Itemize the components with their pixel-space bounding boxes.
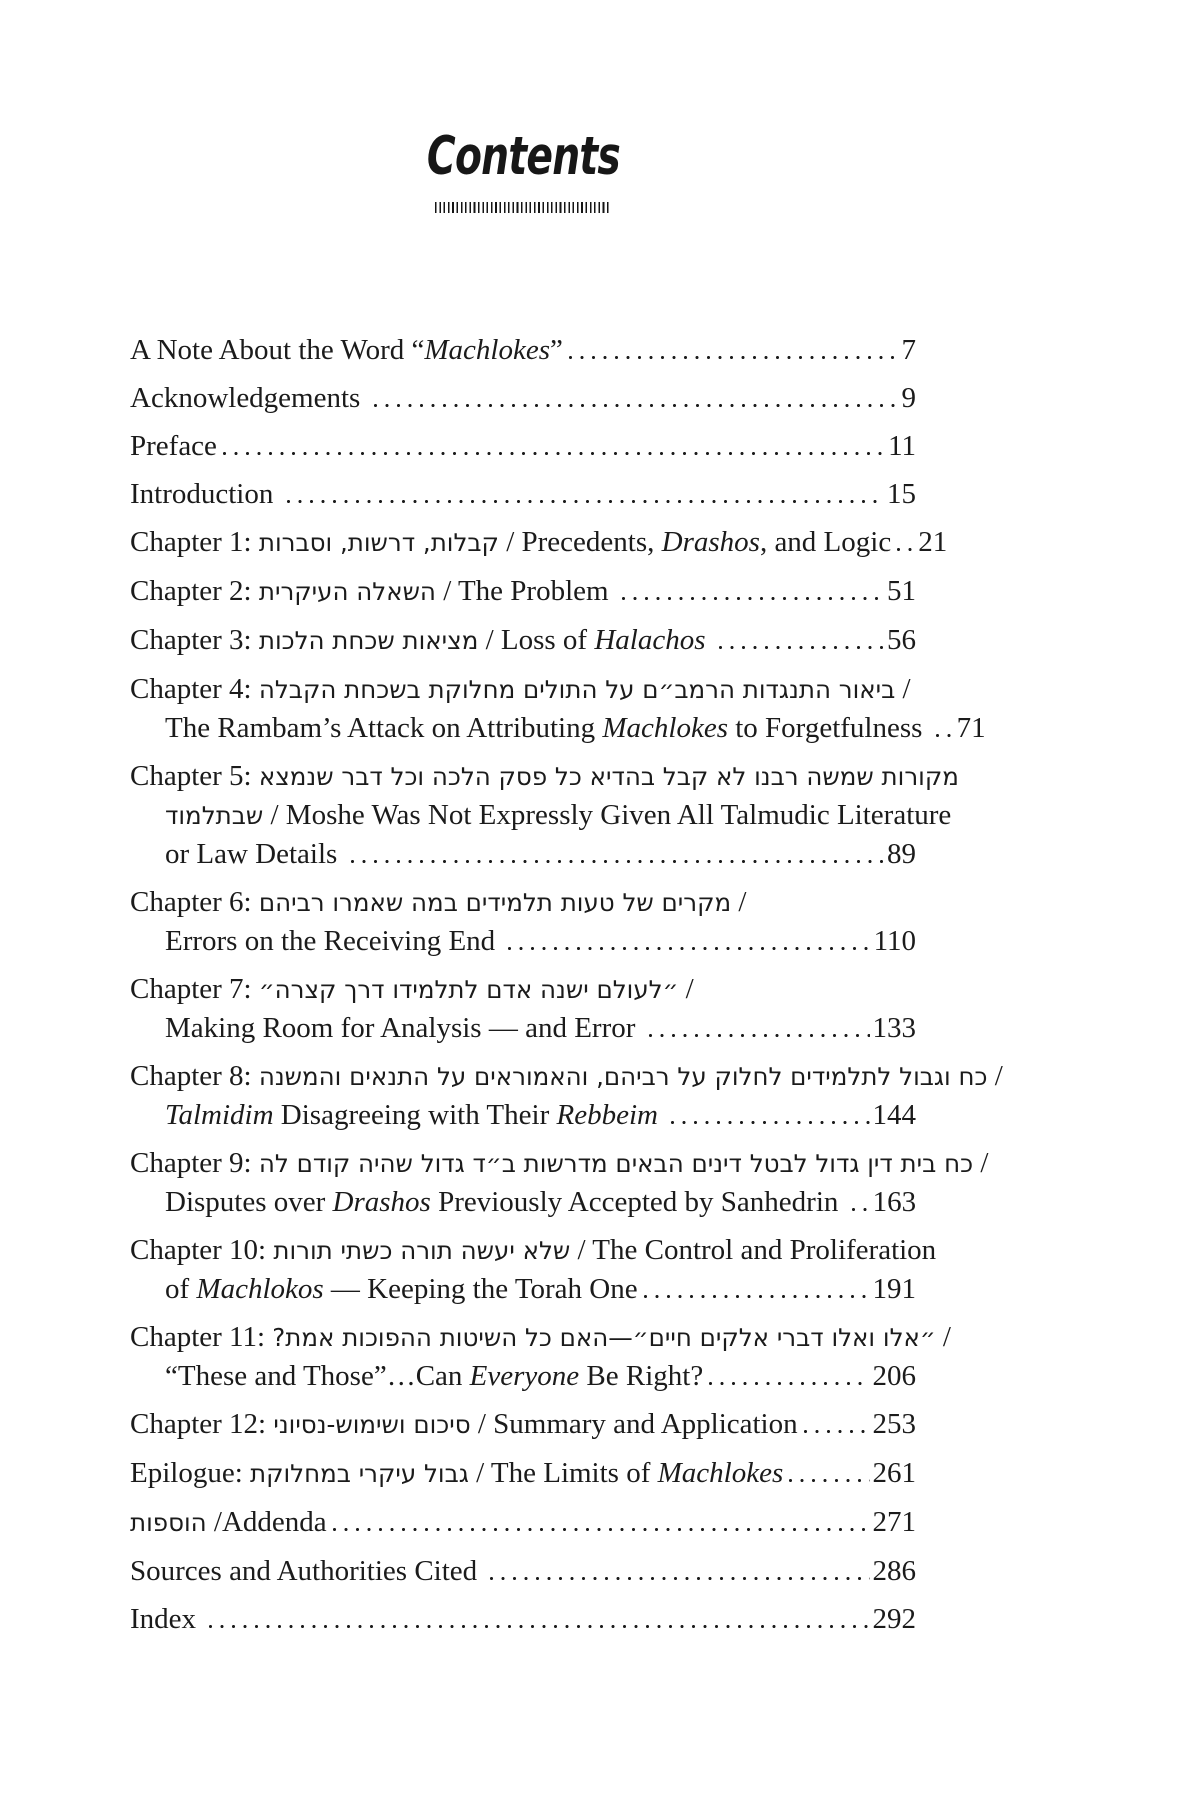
toc-entry — [130, 523, 948, 562]
dot-leader — [351, 860, 884, 863]
toc-entry-text: Chapter 6: — [130, 886, 259, 918]
toc-entry-text: / — [895, 673, 911, 705]
toc-list — [130, 331, 1003, 1638]
page-number: 71 — [956, 712, 986, 744]
toc-entry-text: Disagreeing with Their — [273, 1099, 557, 1131]
toc-entry-text: Introduction — [130, 478, 281, 510]
toc-entry-text: Everyone — [469, 1360, 580, 1392]
toc-hebrew-text: מציאות שכחת הלכות — [258, 626, 479, 655]
page-title — [130, 0, 916, 187]
toc-line — [130, 835, 916, 873]
toc-hebrew-text: ״אלו ואלו דברי אלקים חיים״—האם כל השיטות ההפוכות אמת? — [272, 1323, 936, 1352]
toc-line — [130, 1357, 916, 1395]
toc-entry-text: / Summary and Application — [470, 1408, 798, 1440]
toc-line — [130, 1183, 916, 1221]
toc-entry-text: / Loss of — [478, 624, 595, 656]
toc-line — [130, 1503, 916, 1542]
toc-hebrew-text: מקרים של טעות תלמידים במה שאמרו רביהם — [258, 888, 732, 917]
page-number: 51 — [887, 575, 916, 607]
toc-entry — [130, 427, 916, 465]
toc-entry-text: / — [987, 1060, 1003, 1092]
toc-line — [130, 523, 948, 562]
toc-entry-text: / Moshe Was Not Expressly Given All Talmudic Literature — [263, 799, 952, 831]
toc-entry — [130, 1552, 916, 1590]
toc-line — [130, 1454, 916, 1493]
toc-line — [130, 379, 916, 417]
dot-leader — [209, 1625, 869, 1628]
toc-entry — [130, 379, 916, 417]
toc-hebrew-text: סיכום ושימוש-נסיוני — [273, 1410, 471, 1439]
toc-line — [130, 572, 916, 611]
toc-line — [130, 1600, 916, 1638]
page-number: 11 — [888, 430, 916, 462]
dot-leader — [719, 646, 884, 649]
toc-hebrew-text: שבתלמוד — [165, 801, 264, 830]
toc-entry-text: or Law Details — [165, 838, 345, 870]
toc-entry-text: / The Limits of — [468, 1457, 658, 1489]
toc-line — [130, 970, 916, 1009]
toc-entry-text: Machlokos — [196, 1273, 324, 1305]
toc-entry-text: Chapter 2: — [130, 575, 259, 607]
toc-entry-text: Chapter 9: — [130, 1147, 259, 1179]
dot-leader — [852, 1208, 870, 1211]
toc-line — [130, 796, 952, 835]
toc-hebrew-text: ביאור התנגדות הרמב״ם על התולים מחלוקת בשכחת הקבלה — [258, 675, 896, 704]
dot-leader — [649, 1034, 870, 1037]
toc-entry — [130, 1454, 916, 1493]
toc-hebrew-text: השאלה העיקרית — [258, 577, 436, 606]
page-number: 271 — [872, 1506, 916, 1538]
toc-entry-text: / The Problem — [435, 575, 616, 607]
toc-hebrew-text: ״לעולם ישנה אדם לתלמידו דרך קצרה״ — [258, 975, 679, 1004]
page-number: 144 — [872, 1099, 916, 1131]
page-content — [130, 0, 1003, 1638]
page-number: 89 — [887, 838, 916, 870]
toc-entry-text: / — [731, 886, 747, 918]
toc-entry-text: Drashos — [332, 1186, 431, 1218]
dot-leader — [644, 1295, 870, 1298]
page-number: 261 — [872, 1457, 916, 1489]
toc-hebrew-text: גבול עיקרי במחלוקת — [250, 1459, 469, 1488]
dot-leader — [897, 548, 915, 551]
dot-leader — [622, 597, 884, 600]
toc-entry-text: Rebbeim — [556, 1099, 658, 1131]
page-number: 163 — [872, 1186, 917, 1218]
toc-entry-text: Chapter 8: — [130, 1060, 259, 1092]
toc-entry-text: Chapter 1: — [130, 526, 259, 558]
toc-entry-text: Chapter 10: — [130, 1234, 274, 1266]
toc-entry-text: of — [165, 1273, 197, 1305]
toc-entry-text: Chapter 4: — [130, 673, 259, 705]
toc-entry-text: Chapter 3: — [130, 624, 259, 656]
toc-entry — [130, 1600, 916, 1638]
dot-leader — [333, 1528, 870, 1531]
toc-line — [130, 1096, 916, 1134]
toc-entry-text: ” — [549, 334, 563, 366]
toc-entry — [130, 1231, 937, 1308]
toc-entry-text: Preface — [130, 430, 217, 462]
toc-entry — [130, 970, 916, 1047]
toc-entry — [130, 1057, 1003, 1134]
dot-leader — [223, 452, 885, 455]
toc-entry-text: / Precedents, — [498, 526, 662, 558]
toc-line — [130, 1057, 1003, 1096]
toc-entry-text: Chapter 12: — [130, 1408, 274, 1440]
toc-hebrew-text: כח בית דין גדול לבטל דינים הבאים מדרשות ב״ד גדול שהיה קודם לה — [258, 1149, 974, 1178]
page-number: 7 — [901, 334, 916, 366]
toc-line — [130, 331, 916, 369]
page-number: 110 — [873, 925, 916, 957]
toc-entry-text — [658, 1096, 665, 1134]
toc-line — [130, 670, 916, 709]
toc-entry-text: Acknowledgements — [130, 382, 368, 414]
toc-entry-text: Drashos — [661, 526, 760, 558]
toc-entry — [130, 331, 916, 369]
page-number: 206 — [872, 1360, 916, 1392]
toc-entry-text: / — [973, 1147, 989, 1179]
page-number: 15 — [887, 478, 916, 510]
toc-entry-text — [706, 621, 713, 659]
toc-line — [130, 757, 959, 796]
page-number: 286 — [872, 1555, 916, 1587]
toc-line — [130, 922, 916, 960]
dot-leader — [490, 1577, 869, 1580]
toc-entry — [130, 670, 986, 747]
toc-entry-text: Talmidim — [165, 1099, 274, 1131]
page-number: 133 — [872, 1012, 916, 1044]
dot-leader — [936, 734, 954, 737]
toc-entry-text: Epilogue: — [130, 1457, 251, 1489]
toc-entry-text: A Note About the Word “ — [130, 334, 425, 366]
toc-entry — [130, 572, 916, 611]
toc-entry-text: Errors on the Receiving End — [165, 925, 503, 957]
toc-entry-text: “These and Those”…Can — [165, 1360, 470, 1392]
toc-line — [130, 709, 986, 747]
toc-line — [130, 1552, 916, 1590]
toc-entry-text: Machlokes — [657, 1457, 784, 1489]
toc-entry — [130, 1405, 916, 1444]
toc-entry-text: Halachos — [594, 624, 706, 656]
page-number: 9 — [901, 382, 916, 414]
toc-entry-text: Chapter 5: — [130, 760, 259, 792]
toc-entry — [130, 475, 916, 513]
dot-leader — [374, 404, 899, 407]
toc-entry-text: /Addenda — [206, 1506, 327, 1538]
toc-line — [130, 1144, 989, 1183]
toc-entry-text: Be Right? — [579, 1360, 704, 1392]
page-number: 253 — [872, 1408, 916, 1440]
dot-leader — [789, 1479, 869, 1482]
toc-line — [130, 883, 916, 922]
toc-hebrew-text: הוספות — [130, 1508, 207, 1537]
toc-entry-text: Disputes over — [165, 1186, 333, 1218]
toc-entry-text: Chapter 7: — [130, 973, 259, 1005]
toc-entry-text: , and Logic — [759, 526, 892, 558]
toc-entry-text: to Forgetfulness — [728, 712, 930, 744]
toc-entry-text: Machlokes — [602, 712, 728, 744]
toc-entry-text: Index — [130, 1603, 204, 1635]
toc-line — [130, 1405, 916, 1444]
dot-leader — [709, 1382, 869, 1385]
dot-leader — [671, 1121, 869, 1124]
toc-entry-text: Sources and Authorities Cited — [130, 1555, 485, 1587]
page-number: 56 — [887, 624, 916, 656]
dot-leader — [287, 500, 884, 503]
toc-entry-text: Making Room for Analysis — and Error — [165, 1012, 643, 1044]
toc-entry-text: Previously Accepted by Sanhedrin — [430, 1186, 846, 1218]
toc-line — [130, 427, 916, 465]
dot-leader — [804, 1430, 870, 1433]
toc-entry-text: Machlokes — [424, 334, 550, 366]
page-number: 21 — [918, 526, 948, 558]
toc-entry — [130, 621, 916, 660]
toc-hebrew-text: כח וגבול לתלמידים לחלוק על רביהם, והאמוראים על התנאים והמשנה — [258, 1062, 988, 1091]
toc-line — [130, 621, 916, 660]
toc-hebrew-text: מקורות שמשה רבנו לא קבל בהדיא כל פסק הלכה וכל דבר שנמצא — [258, 762, 959, 791]
toc-entry — [130, 1144, 989, 1221]
toc-entry — [130, 757, 959, 873]
page-title-text: Contents — [426, 126, 620, 187]
barcode-ornament — [435, 202, 611, 213]
toc-entry-text: / The Control and Proliferation — [570, 1234, 937, 1266]
toc-entry-text: — Keeping the Torah One — [323, 1273, 638, 1305]
toc-entry — [130, 1318, 951, 1395]
dot-leader — [508, 947, 870, 950]
toc-entry — [130, 1503, 916, 1542]
toc-hebrew-text: שלא יעשה תורה כשתי תורות — [273, 1236, 571, 1265]
toc-entry-text: Chapter 11: — [130, 1321, 273, 1353]
toc-line — [130, 1009, 916, 1047]
toc-line — [130, 1318, 951, 1357]
toc-entry-text: The Rambam’s Attack on Attributing — [165, 712, 603, 744]
toc-entry — [130, 883, 916, 960]
toc-line — [130, 1231, 937, 1270]
toc-hebrew-text: קבלות, דרשות, וסברות — [258, 528, 499, 557]
toc-entry-text: / — [678, 973, 694, 1005]
dot-leader — [569, 356, 899, 359]
page-number: 292 — [872, 1603, 916, 1635]
toc-entry-text: / — [935, 1321, 951, 1353]
page-number: 191 — [872, 1273, 916, 1305]
toc-line — [130, 1270, 916, 1308]
toc-line — [130, 475, 916, 513]
